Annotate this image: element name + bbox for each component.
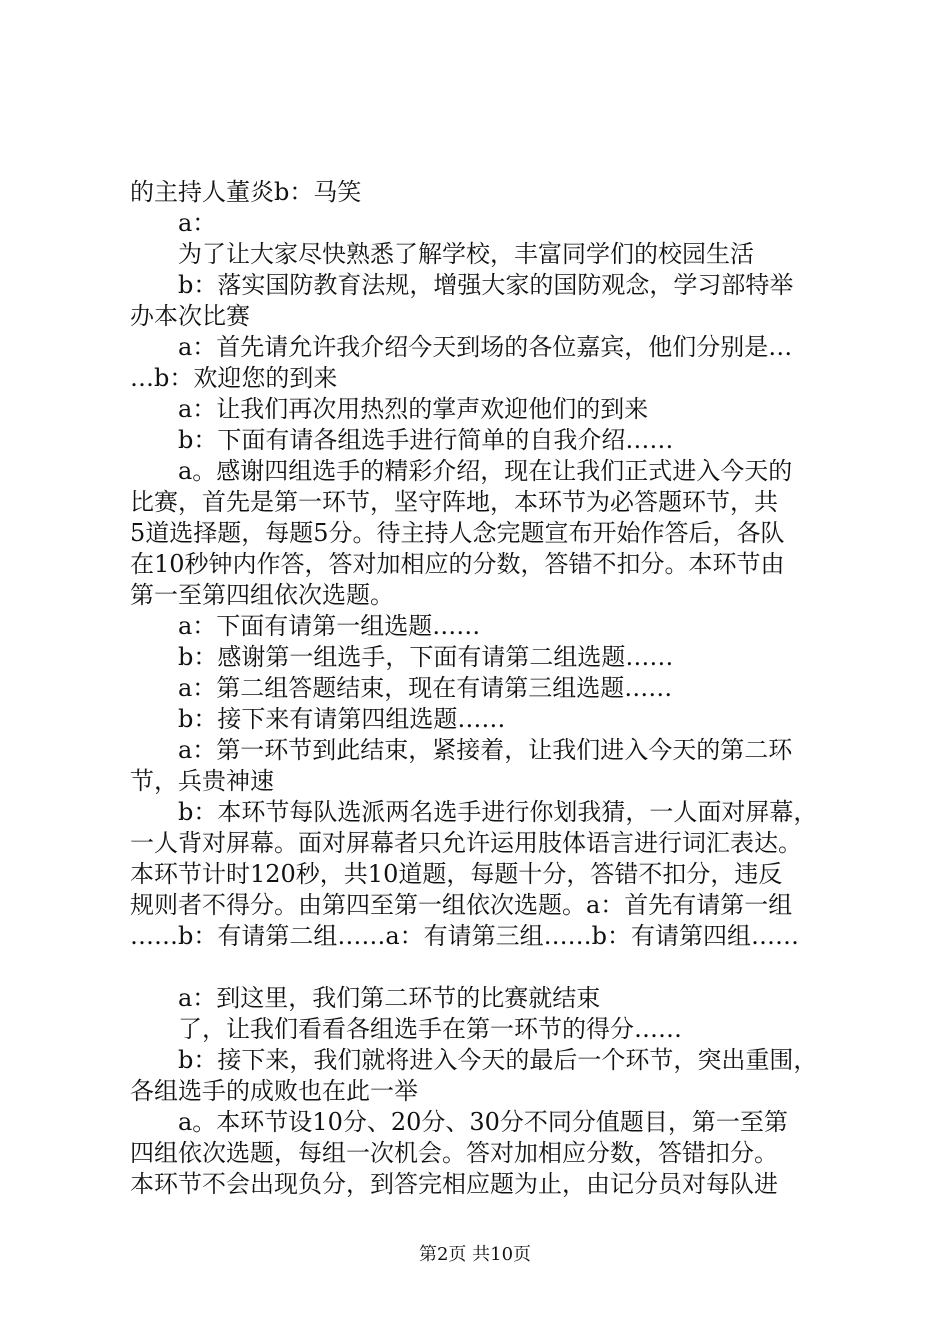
text-line: 节，兵贵神速 — [130, 767, 274, 795]
text-line: b：接下来，我们就将进入今天的最后一个环节，突出重围， — [178, 1046, 818, 1074]
text-line: 办本次比赛 — [130, 302, 250, 330]
text-line: b：下面有请各组选手进行简单的自我介绍…… — [178, 426, 674, 454]
text-line: 各组选手的成败也在此一举 — [130, 1077, 418, 1105]
text-line: b：接下来有请第四组选题…… — [178, 705, 506, 733]
text-line: a：首先请允许我介绍今天到场的各位嘉宾，他们分别是… — [178, 333, 793, 361]
text-line: a：第二组答题结束，现在有请第三组选题…… — [178, 674, 673, 702]
text-line: 本环节计时120秒，共10道题，每题十分，答错不扣分，违反 — [130, 860, 783, 888]
text-line: …b：欢迎您的到来 — [130, 364, 338, 392]
text-line: b：落实国防教育法规，增强大家的国防观念，学习部特举 — [178, 271, 794, 299]
text-line: b：本环节每队选派两名选手进行你划我猜，一人面对屏幕， — [178, 798, 818, 826]
paragraph-gap — [130, 952, 835, 983]
text-line: 的主持人董炎b：马笑 — [130, 178, 362, 206]
text-line: 5道选择题，每题5分。待主持人念完题宣布开始作答后，各队 — [130, 519, 785, 547]
text-line: a： — [178, 209, 217, 237]
text-line: 了，让我们看看各组选手在第一环节的得分…… — [178, 1015, 682, 1043]
text-line: 为了让大家尽快熟悉了解学校，丰富同学们的校园生活 — [178, 240, 754, 268]
text-line: a：让我们再次用热烈的掌声欢迎他们的到来 — [178, 395, 649, 423]
text-line: 第一至第四组依次选题。 — [130, 581, 394, 609]
text-line: b：感谢第一组选手，下面有请第二组选题…… — [178, 643, 674, 671]
text-line: 比赛，首先是第一环节，坚守阵地，本环节为必答题环节，共 — [130, 488, 778, 516]
text-line: a：下面有请第一组选题…… — [178, 612, 481, 640]
text-line: ……b：有请第二组……a：有请第三组……b：有请第四组…… — [130, 922, 800, 950]
page-number: 第2页 共10页 — [418, 1244, 532, 1265]
text-line: a：第一环节到此结束，紧接着，让我们进入今天的第二环 — [178, 736, 793, 764]
document-body — [130, 177, 835, 1200]
text-line: 规则者不得分。由第四至第一组依次选题。a：首先有请第一组 — [130, 891, 793, 919]
page-footer — [0, 1244, 950, 1266]
text-line: 一人背对屏幕。面对屏幕者只允许运用肢体语言进行词汇表达。 — [130, 829, 802, 857]
text-line: 四组依次选题，每组一次机会。答对加相应分数，答错扣分。 — [130, 1139, 778, 1167]
text-line: 在10秒钟内作答，答对加相应的分数，答错不扣分。本环节由 — [130, 550, 785, 578]
text-line: 本环节不会出现负分，到答完相应题为止，由记分员对每队进 — [130, 1170, 778, 1198]
text-line: a：到这里，我们第二环节的比赛就结束 — [178, 984, 601, 1012]
text-line: a。本环节设10分、20分、30分不同分值题目，第一至第 — [178, 1108, 788, 1136]
text-line: a。感谢四组选手的精彩介绍，现在让我们正式进入今天的 — [178, 457, 793, 485]
